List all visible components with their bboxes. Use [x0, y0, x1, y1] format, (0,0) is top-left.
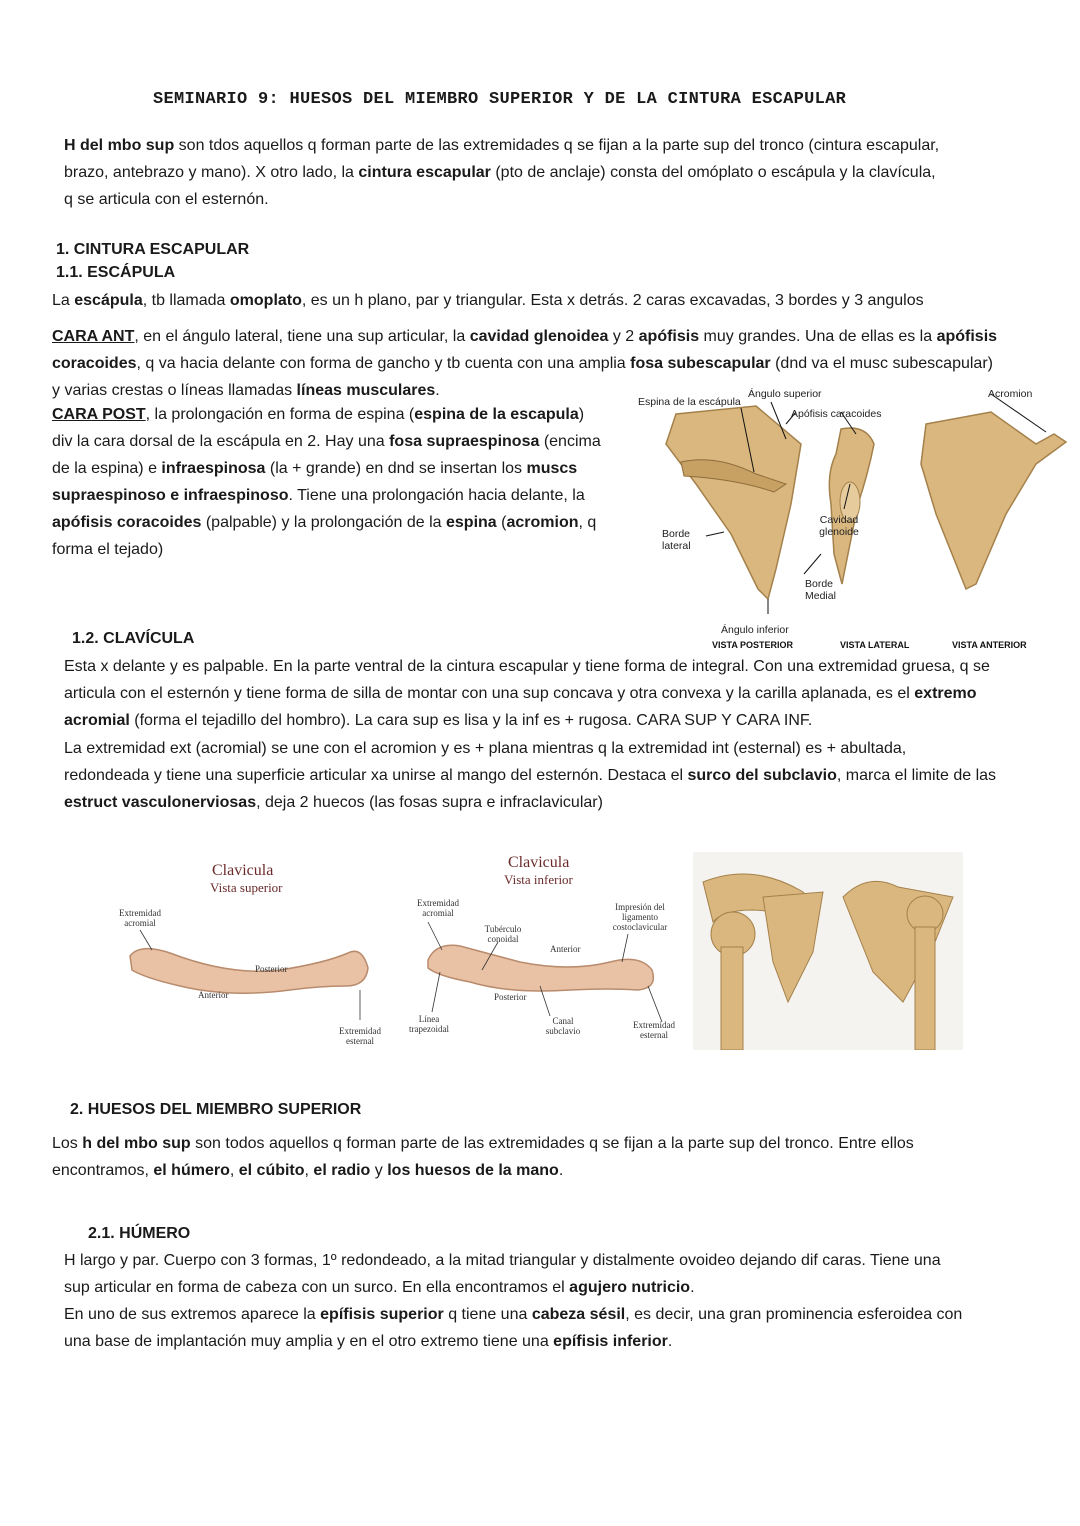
- text: ,: [304, 1162, 314, 1179]
- label-linea-trapezoidal: Línea trapezoidal: [409, 1014, 449, 1034]
- clavicle-shape: [130, 949, 368, 994]
- humerus-shape: [721, 947, 743, 1050]
- text: (encima: [539, 433, 601, 450]
- term: fosa subescapular: [630, 355, 771, 372]
- intro-text: brazo, antebrazo y mano). X otro lado, la: [64, 164, 359, 181]
- label-vista-anterior: VISTA ANTERIOR: [952, 640, 1027, 650]
- term: h del mbo sup: [82, 1135, 191, 1152]
- label-pointer: [432, 972, 440, 1012]
- term: acromion: [506, 514, 579, 531]
- text: .: [667, 1333, 673, 1350]
- clavicle-superior-figure: [110, 858, 400, 1058]
- escapula-intro: [52, 287, 1062, 314]
- intro-term: cintura escapular: [358, 164, 491, 181]
- text: sup articular en forma de cabeza con un surco. En ella encontramos el: [64, 1279, 570, 1296]
- text: y 2: [608, 328, 639, 345]
- clavicula-paragraph-2: [64, 735, 1074, 816]
- label-angulo-inferior: Ángulo inferior: [721, 624, 789, 636]
- text: q tiene una: [443, 1306, 532, 1323]
- term: escápula: [74, 292, 143, 309]
- term: espina: [446, 514, 497, 531]
- term: coracoides: [52, 355, 137, 372]
- term: apófisis: [936, 328, 998, 345]
- shoulder-figure: [693, 852, 963, 1050]
- label-extremidad-acromial: Extremidad acromial: [417, 898, 459, 918]
- term: omoplato: [229, 292, 302, 309]
- text: redondeada y tiene una superficie articular xa unirse al mango del esternón. Destaca el: [64, 767, 688, 784]
- label-pointer: [706, 532, 724, 536]
- text: y varias crestas o líneas llamadas: [52, 382, 297, 399]
- humerus-shape: [915, 927, 935, 1050]
- label-pointer: [804, 554, 821, 574]
- label-pointer: [648, 986, 662, 1022]
- text: . Tiene una prolongación hacia delante, la: [288, 487, 585, 504]
- label-extremidad-acromial: Extremidad acromial: [119, 908, 161, 928]
- text: ,: [229, 1162, 239, 1179]
- term: infraespinosa: [161, 460, 266, 477]
- scapula-shape: [843, 881, 953, 1002]
- figure-title: Clavicula: [212, 862, 274, 879]
- term: estruct vasculonerviosas: [64, 794, 257, 811]
- text: Esta x delante y es palpable. En la parte ventral de la cintura escapular y tiene forma de integral. Con una extremidad gruesa, q se: [64, 658, 990, 675]
- text: Los: [52, 1135, 83, 1152]
- label-posterior: Posterior: [494, 992, 527, 1002]
- text: .: [435, 382, 440, 399]
- label-anterior: Anterior: [550, 944, 581, 954]
- section-heading: 1. CINTURA ESCAPULAR: [56, 241, 250, 258]
- text: (dnd va el musc subescapular): [770, 355, 993, 372]
- label-pointer: [622, 934, 628, 962]
- miembro-superior-paragraph: [52, 1130, 1062, 1184]
- scapula-figure: [636, 384, 1076, 654]
- term: los huesos de la mano: [387, 1162, 559, 1179]
- label-pointer: [140, 930, 152, 950]
- text: forma el tejado): [52, 541, 164, 558]
- cara-post-paragraph: [52, 401, 642, 563]
- scapula-anterior-shape: [921, 412, 1066, 589]
- term: fosa supraespinosa: [389, 433, 540, 450]
- term: cavidad glenoidea: [469, 328, 609, 345]
- text: H largo y par. Cuerpo con 3 formas, 1º redondeado, a la mitad triangular y distalmente ovoideo dejando dif caras. Tiene una: [64, 1252, 941, 1269]
- text: muy grandes. Una de ellas es la: [699, 328, 937, 345]
- text: ): [578, 406, 585, 423]
- subsection-heading: 1.1. ESCÁPULA: [56, 264, 176, 281]
- scapula-shape: [763, 892, 823, 1002]
- label-borde-medial: Borde Medial: [805, 578, 836, 602]
- clavicle-inferior-figure: [400, 850, 690, 1060]
- text: (forma el tejadillo del hombro). La cara sup es lisa y la inf es + rugosa. CARA SUP Y CARA INF.: [129, 712, 813, 729]
- label-impresion: Impresión del ligamento costoclavicular: [612, 902, 668, 932]
- term: el radio: [313, 1162, 371, 1179]
- label-cavidad: Cavidad glenoide: [819, 514, 859, 538]
- text: de la espina) e: [52, 460, 162, 477]
- text: , marca el limite de las: [836, 767, 997, 784]
- label-borde-lateral: Borde lateral: [662, 528, 691, 552]
- term: surco del subclavio: [687, 767, 837, 784]
- text: encontramos,: [52, 1162, 154, 1179]
- scapula-posterior-shape: [666, 406, 801, 599]
- label-vista-posterior: VISTA POSTERIOR: [712, 640, 794, 650]
- term: apófisis coracoides: [52, 514, 202, 531]
- section-heading: 2. HUESOS DEL MIEMBRO SUPERIOR: [70, 1101, 362, 1118]
- term: apófisis: [638, 328, 700, 345]
- humero-paragraph: [64, 1247, 1074, 1355]
- shoulder-illustration: [693, 852, 963, 1050]
- text: .: [558, 1162, 564, 1179]
- term: extremo: [914, 685, 977, 702]
- text: div la cara dorsal de la escápula en 2. Hay una: [52, 433, 390, 450]
- text: , deja 2 huecos (las fosas supra e infraclavicular): [256, 794, 603, 811]
- label-apofisis: Apófisis caracoides: [791, 408, 882, 420]
- subsection-heading: 1.2. CLAVÍCULA: [72, 630, 195, 647]
- intro-text: son tdos aquellos q forman parte de las extremidades q se fijan a la parte sup del tronco (cintura escapular,: [174, 137, 940, 154]
- text: (palpable) y la prolongación de la: [201, 514, 446, 531]
- label-vista-lateral: VISTA LATERAL: [840, 640, 910, 650]
- clavicle-shape: [428, 945, 653, 991]
- intro-paragraph: [64, 132, 1054, 213]
- figure-title: Clavicula: [508, 854, 570, 871]
- label-tuberculo: Tubérculo conoidal: [484, 924, 522, 944]
- text: En uno de sus extremos aparece la: [64, 1306, 321, 1323]
- page-title: SEMINARIO 9: HUESOS DEL MIEMBRO SUPERIOR Y DE LA CINTURA ESCAPULAR: [153, 90, 847, 109]
- term: acromial: [64, 712, 130, 729]
- term: agujero nutricio: [569, 1279, 691, 1296]
- intro-text: q se articula con el esternón.: [64, 191, 269, 208]
- term: el húmero: [153, 1162, 230, 1179]
- label-posterior: Posterior: [255, 964, 288, 974]
- term: el cúbito: [238, 1162, 305, 1179]
- text: , la prolongación en forma de espina (: [145, 406, 415, 423]
- text: , tb llamada: [142, 292, 230, 309]
- label-angulo-superior: Ángulo superior: [748, 388, 822, 400]
- term: supraespinoso e infraespinoso: [52, 487, 289, 504]
- text: (: [496, 514, 507, 531]
- intro-text: (pto de anclaje) consta del omóplato o escápula y la clavícula,: [490, 164, 936, 181]
- term: líneas musculares: [296, 382, 436, 399]
- intro-term: H del mbo sup: [64, 137, 175, 154]
- label-acromion: Acromion: [988, 388, 1033, 400]
- label-espina: Espina de la escápula: [638, 396, 741, 408]
- label-pointer: [428, 922, 442, 950]
- figure-subtitle: Vista superior: [210, 880, 283, 895]
- label-canal-subclavio: Canal subclavio: [545, 1016, 581, 1036]
- text: , q: [578, 514, 597, 531]
- term: epífisis inferior: [553, 1333, 668, 1350]
- text: , q va hacia delante con forma de gancho y tb cuenta con una amplia: [136, 355, 631, 372]
- text: La extremidad ext (acromial) se une con el acromion y es + plana mientras q la extremidad int (esternal) es + abultada,: [64, 740, 907, 757]
- term: espina de la escapula: [414, 406, 579, 423]
- text: , en el ángulo lateral, tiene una sup articular, la: [134, 328, 470, 345]
- term: epífisis superior: [320, 1306, 444, 1323]
- text: , es un h plano, par y triangular. Esta x detrás. 2 caras excavadas, 3 bordes y 3 angulos: [301, 292, 924, 309]
- text: , es decir, una gran prominencia esferoidea con: [625, 1306, 963, 1323]
- text: y: [370, 1162, 388, 1179]
- term: muscs: [526, 460, 578, 477]
- label-extremidad-esternal: Extremidad esternal: [339, 1026, 381, 1046]
- term: CARA POST: [52, 406, 146, 423]
- label-anterior: Anterior: [198, 990, 229, 1000]
- clavicula-paragraph-1: [64, 653, 1074, 734]
- text: .: [690, 1279, 695, 1296]
- text: (la + grande) en dnd se insertan los: [265, 460, 527, 477]
- label-extremidad-esternal: Extremidad esternal: [633, 1020, 675, 1040]
- term: CARA ANT: [52, 328, 135, 345]
- text: son todos aquellos q forman parte de las extremidades q se fijan a la parte sup del tronco. Entre ellos: [190, 1135, 914, 1152]
- subsection-heading: 2.1. HÚMERO: [88, 1225, 191, 1242]
- text: La: [52, 292, 75, 309]
- text: una base de implantación muy amplia y en el otro extremo tiene una: [64, 1333, 554, 1350]
- term: cabeza sésil: [531, 1306, 626, 1323]
- figure-subtitle: Vista inferior: [504, 872, 573, 887]
- text: articula con el esternón y tiene forma de silla de montar con una sup concava y otra convexa y la carilla aplanada, es el: [64, 685, 915, 702]
